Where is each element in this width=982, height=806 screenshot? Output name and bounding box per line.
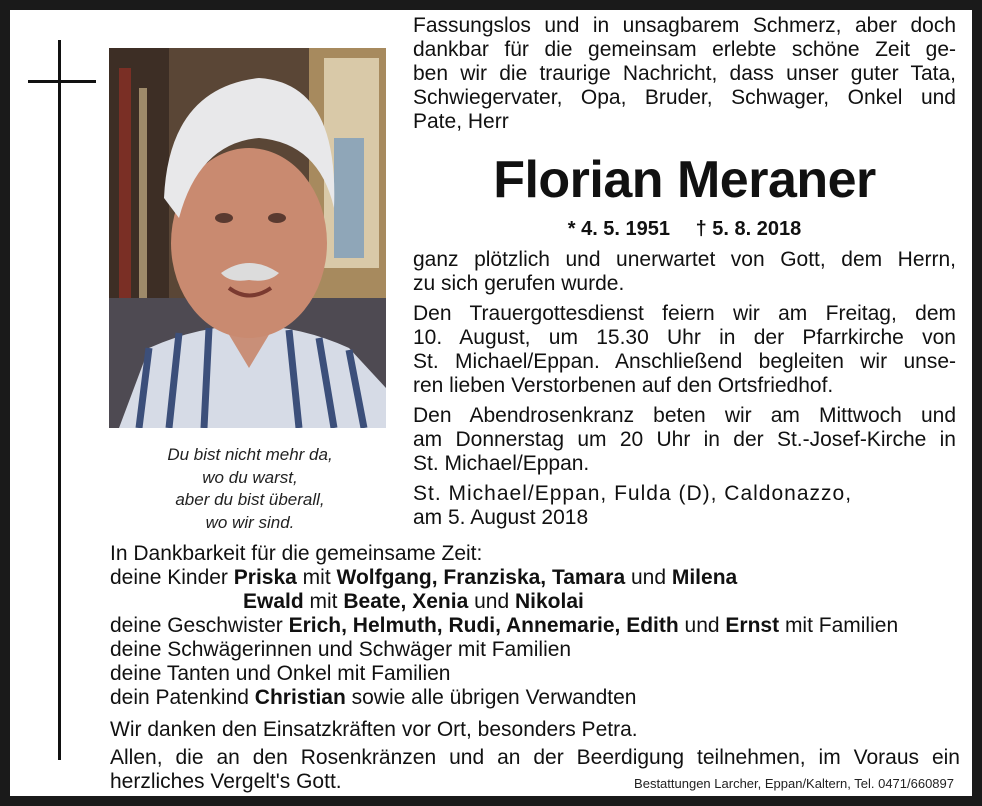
intro-line: Schwiegervater, Opa, Bruder, Schwager, Onkel und bbox=[413, 86, 956, 109]
birth-date: * 4. 5. 1951 bbox=[567, 218, 671, 240]
cross-icon-bar bbox=[28, 80, 96, 83]
text-line: Den Trauergottesdienst feiern wir am Freitag, dem bbox=[413, 302, 956, 325]
text-line: Den Abendrosenkranz beten wir am Mittwoch und bbox=[413, 404, 956, 427]
text-line: ren lieben Verstorbenen auf den Ortsfriedhof. bbox=[413, 374, 834, 397]
text-line: zu sich gerufen wurde. bbox=[413, 272, 625, 295]
closing-line: herzliches Vergelt's Gott. bbox=[110, 770, 342, 793]
aunts-uncles-line: deine Tanten und Onkel mit Familien bbox=[110, 662, 451, 685]
deceased-name: Florian Meraner bbox=[493, 151, 876, 209]
text-line: St. Michael/Eppan. Anschließend begleiten wir unse- bbox=[413, 350, 956, 373]
place-date-text bbox=[413, 482, 956, 530]
cross-icon bbox=[58, 40, 61, 760]
intro-text bbox=[413, 14, 956, 134]
poem-line: wo wir sind. bbox=[205, 512, 295, 532]
poem-line: Du bist nicht mehr da, bbox=[167, 445, 333, 464]
in-laws-line: deine Schwägerinnen und Schwäger mit Familien bbox=[110, 638, 572, 661]
poem-line: wo du warst, bbox=[202, 467, 298, 487]
life-dates bbox=[413, 218, 956, 241]
text-line: am Donnerstag um 20 Uhr in der St.-Josef-Kirche in bbox=[413, 428, 956, 451]
place-line: St. Michael/Eppan, Fulda (D), Caldonazzo, bbox=[413, 482, 853, 505]
undertaker-credit: Bestattungen Larcher, Eppan/Kaltern, Tel. 0471/660897 bbox=[634, 776, 954, 791]
siblings-line: deine Geschwister Erich, Helmuth, Rudi, Annemarie, Edith und Ernst mit Familien bbox=[110, 614, 899, 637]
portrait-photo bbox=[109, 48, 386, 428]
text-line: ganz plötzlich und unerwartet von Gott, dem Herrn, bbox=[413, 248, 956, 271]
memorial-poem bbox=[130, 444, 370, 534]
intro-line: ben wir die traurige Nachricht, dass unser guter Tata, bbox=[413, 62, 956, 85]
intro-line: Pate, Herr bbox=[413, 110, 509, 133]
funeral-text bbox=[413, 302, 956, 398]
intro-line: Fassungslos und in unsagbarem Schmerz, aber doch bbox=[413, 14, 956, 37]
mourners-list bbox=[110, 542, 960, 742]
date-line: am 5. August 2018 bbox=[413, 506, 589, 529]
thanks-heading: In Dankbarkeit für die gemeinsame Zeit: bbox=[110, 542, 483, 565]
text-line: 10. August, um 15.30 Uhr in der Pfarrkirche von bbox=[413, 326, 956, 349]
children-line-1: deine Kinder Priska mit Wolfgang, Franziska, Tamara und Milena bbox=[110, 566, 738, 589]
intro-line: dankbar für die gemeinsam erlebte schöne Zeit ge- bbox=[413, 38, 956, 61]
called-text bbox=[413, 248, 956, 296]
closing-line: Allen, die an den Rosenkränzen und an der Beerdigung teilnehmen, im Voraus ein bbox=[110, 746, 960, 769]
death-date: † 5. 8. 2018 bbox=[695, 218, 802, 240]
godchild-line: dein Patenkind Christian sowie alle übrigen Verwandten bbox=[110, 686, 637, 709]
text-line: St. Michael/Eppan. bbox=[413, 452, 590, 475]
poem-line: aber du bist überall, bbox=[175, 490, 325, 509]
rosary-text bbox=[413, 404, 956, 476]
rescue-thanks-line: Wir danken den Einsatzkräften vor Ort, besonders Petra. bbox=[110, 718, 638, 741]
children-line-2: Ewald mit Beate, Xenia und Nikolai bbox=[243, 590, 584, 613]
